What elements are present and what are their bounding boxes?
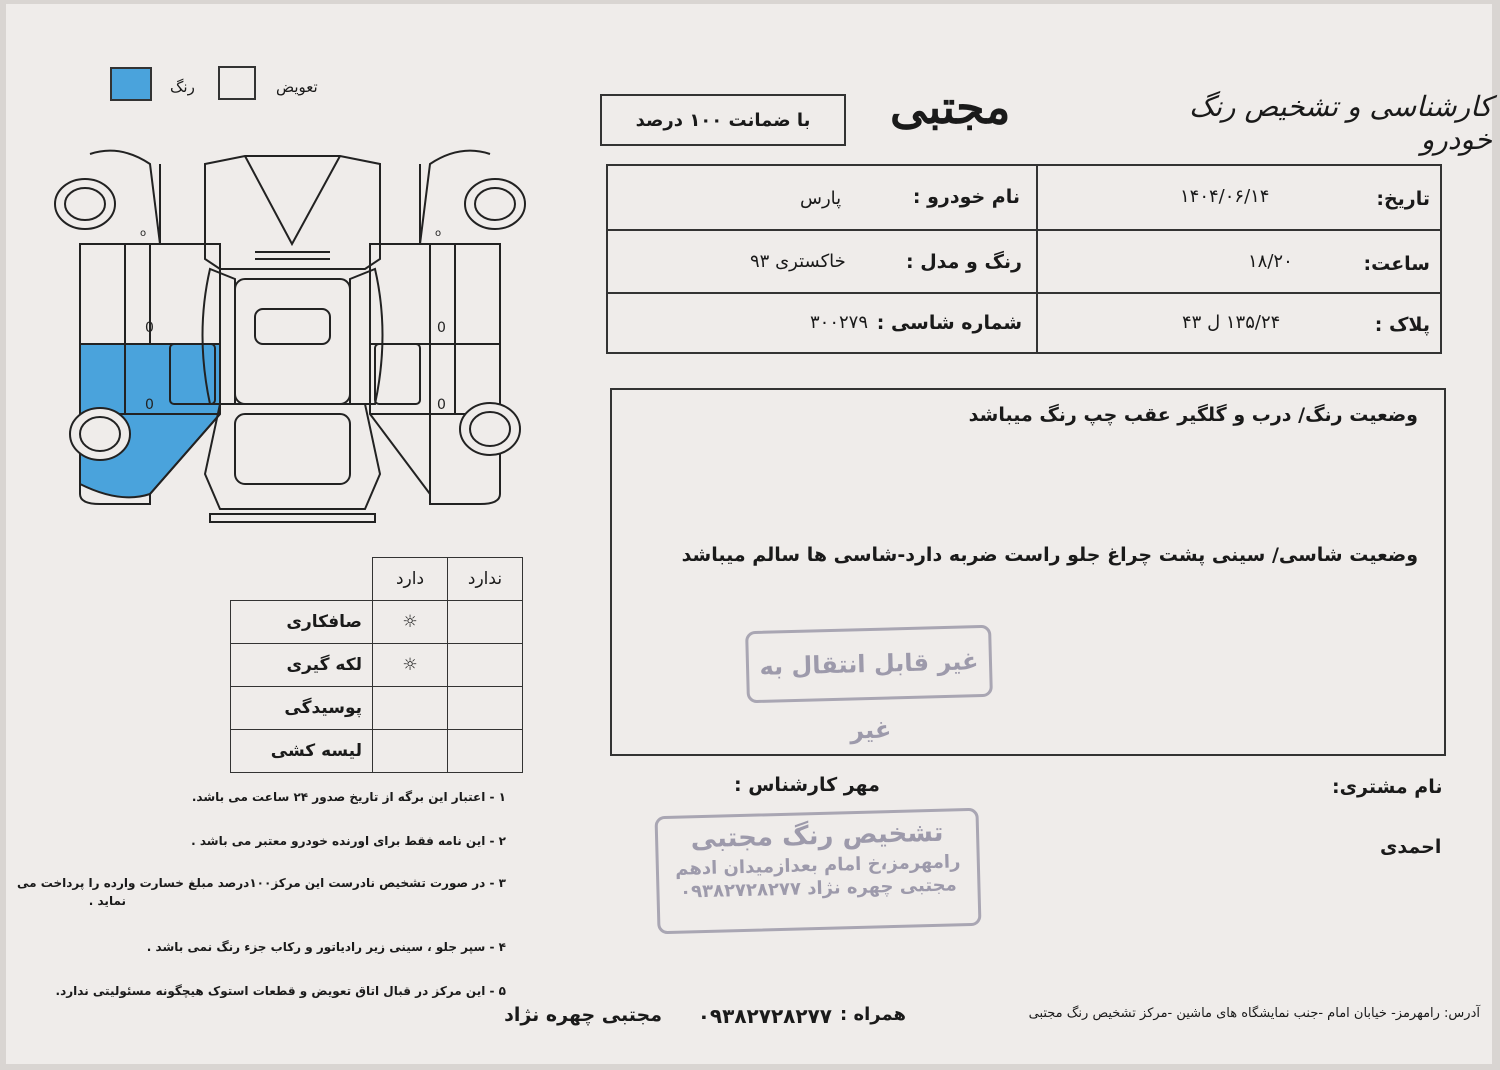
time-label: ساعت: <box>1363 253 1430 275</box>
defect-has-mark <box>373 730 448 773</box>
defect-not-mark <box>448 730 523 773</box>
date-label: تاریخ: <box>1376 188 1430 210</box>
footer-address: آدرس: رامهرمز- خیابان امام -جنب نمایشگاه های ماشین -مرکز تشخیص رنگ مجتبی <box>1028 1006 1480 1021</box>
note-5: ۵ - این مرکز در قبال اتاق تعویض و قطعات استوک هیچگونه مسئولیتی ندارد. <box>55 984 506 998</box>
defect-not-mark <box>448 687 523 730</box>
date-value: ۱۴۰۴/۰۶/۱۴ <box>1180 186 1270 207</box>
note-3: ۳ - در صورت تشخیص نادرست این مرکز۱۰۰درصد مبلغ خسارت وارده را پرداخت می <box>17 876 506 890</box>
status-box <box>610 388 1446 756</box>
left-side-view <box>55 151 220 504</box>
expert-stamp-line1: تشخیص رنگ مجتبی <box>690 817 944 855</box>
note-3-cont: نماید . <box>88 894 126 908</box>
customer-name-label: نام مشتری: <box>1332 776 1443 798</box>
expert-stamp-label: مهر کارشناس : <box>734 774 880 796</box>
car-name-value: پارس <box>800 188 842 209</box>
brand-subtitle: کارشناسی و تشخیص رنگ خودرو <box>1189 90 1492 156</box>
plate-value: ۱۳۵/۲۴ ل ۴۳ <box>1182 312 1281 333</box>
defect-label: لیسه کشی <box>231 730 373 773</box>
right-side-view <box>370 151 525 504</box>
car-damage-diagram <box>40 144 540 529</box>
table-row <box>231 687 523 730</box>
defects-table <box>230 557 523 773</box>
replace-legend-box <box>218 66 256 100</box>
expert-stamp-line3: مجتبی چهره نژاد ۰۹۳۸۲۷۲۸۲۷۷ <box>679 874 958 903</box>
chassis-status: وضعیت شاسی/ سینی پشت چراغ جلو راست ضربه دارد-شاسی ها سالم میباشد <box>681 544 1418 566</box>
svg-text:0: 0 <box>145 397 154 413</box>
expert-stamp-line2: رامهرمز،خ امام بعدازمیدان ادهم <box>675 851 961 880</box>
info-row-plate <box>608 292 1440 354</box>
plate-label: پلاک : <box>1374 314 1430 336</box>
paint-legend-box <box>110 67 152 101</box>
defect-has-mark: ☼ <box>373 644 448 687</box>
defect-label: پوسیدگی <box>231 687 373 730</box>
defect-not-mark <box>448 644 523 687</box>
chassis-value: ۳۰۰۲۷۹ <box>810 312 869 333</box>
car-name-label: نام خودرو : <box>912 186 1020 208</box>
svg-text:o: o <box>140 228 147 239</box>
non-transferable-stamp: غیر قابل انتقال به غیر <box>745 625 993 703</box>
expert-stamp <box>655 808 982 934</box>
col-has-header: دارد <box>373 558 448 601</box>
note-4: ۴ - سپر جلو ، سینی زیر رادیاتور و رکاب جزء رنگ نمی باشد . <box>146 940 506 954</box>
color-model-value: خاکستری ۹۳ <box>750 251 846 272</box>
customer-name-value: احمدی <box>1380 836 1442 858</box>
table-row <box>231 730 523 773</box>
note-2: ۲ - این نامه فقط برای اورنده خودرو معتبر می باشد . <box>191 834 506 848</box>
brand-title: مجتبی <box>890 80 1011 134</box>
svg-text:0: 0 <box>145 320 154 336</box>
defects-header-row <box>231 558 523 601</box>
footer-mobile-value: ۰۹۳۸۲۷۲۸۲۷۷ <box>697 1004 832 1028</box>
defect-has-mark <box>373 687 448 730</box>
warranty-badge: با ضمانت ۱۰۰ درصد <box>600 94 846 146</box>
vehicle-info-table <box>606 164 1442 354</box>
chassis-label: شماره شاسی : <box>876 312 1022 334</box>
top-view <box>203 156 383 522</box>
replace-legend-label: تعویض <box>276 78 318 96</box>
inspection-form <box>6 4 1492 1064</box>
info-row-date <box>608 166 1440 229</box>
paint-legend-label: رنگ <box>170 78 195 96</box>
info-row-time <box>608 229 1440 294</box>
defect-has-mark: ☼ <box>373 601 448 644</box>
col-not-header: ندارد <box>448 558 523 601</box>
defect-label: صافکاری <box>231 601 373 644</box>
svg-text:o: o <box>435 228 442 239</box>
color-model-label: رنگ و مدل : <box>905 251 1022 273</box>
defect-not-mark <box>448 601 523 644</box>
svg-text:0: 0 <box>437 397 446 413</box>
paint-status: وضعیت رنگ/ درب و گلگیر عقب چپ رنگ میباشد <box>968 404 1418 426</box>
svg-text:0: 0 <box>437 320 446 336</box>
table-row <box>231 601 523 644</box>
footer-owner: مجتبی چهره نژاد <box>504 1004 662 1026</box>
table-row <box>231 644 523 687</box>
note-1: ۱ - اعتبار این برگه از تاریخ صدور ۲۴ ساعت می باشد. <box>191 790 506 804</box>
defect-label: لکه گیری <box>231 644 373 687</box>
footer-mobile-label: همراه : <box>839 1004 906 1025</box>
time-value: ۱۸/۲۰ <box>1248 251 1293 272</box>
